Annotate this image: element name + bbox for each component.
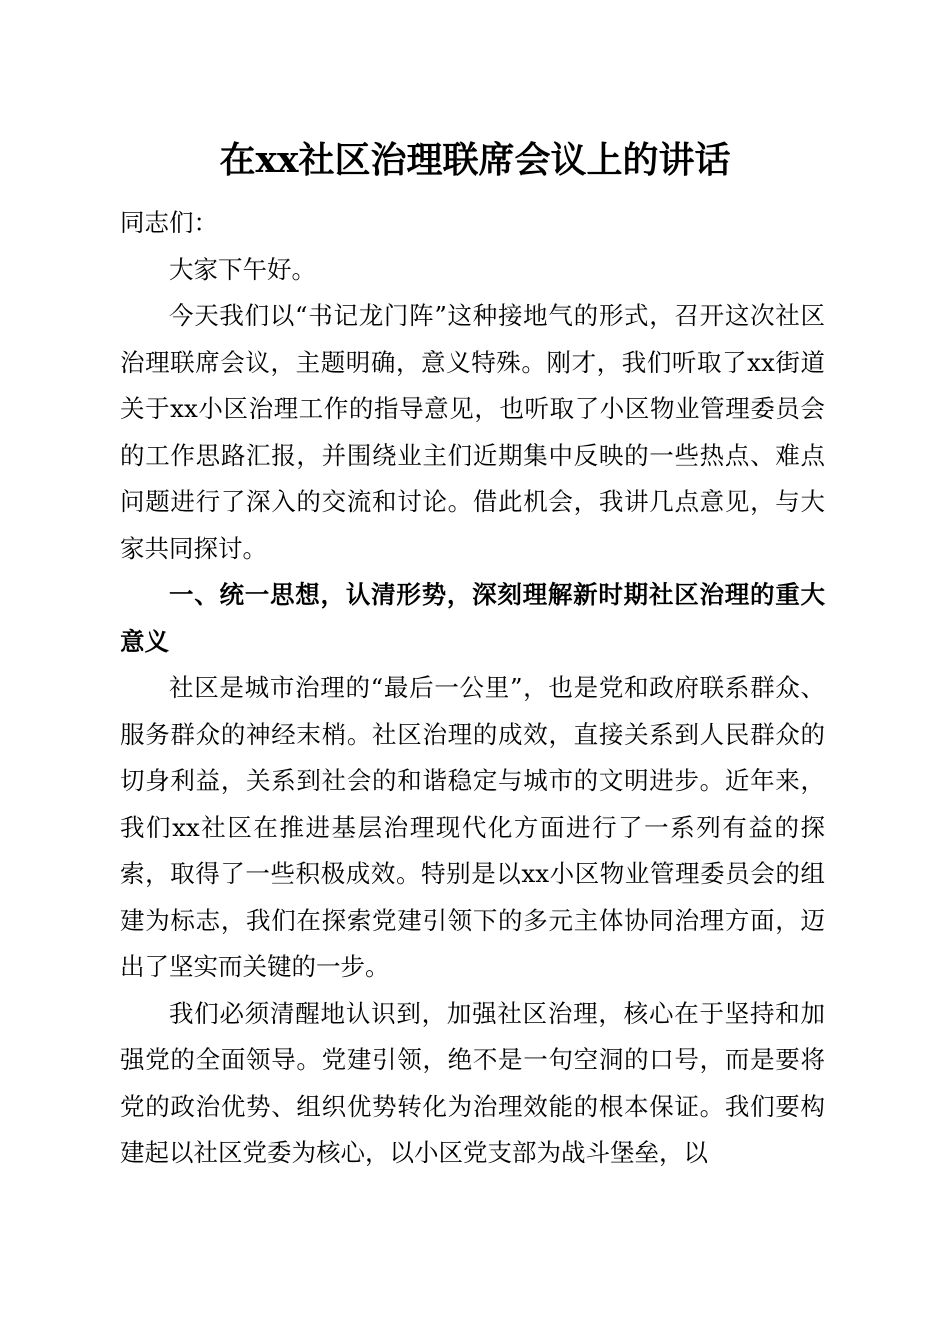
paragraph-greeting: 大家下午好。	[169, 254, 316, 284]
section-paragraph: 社区是城市治理的“最后一公里”，也是党和政府联系群众、服务群众的神经末梢。社区治理的成效，直接关系到人民群众的切身利益，关系到社会的和谐稳定与城市的文明进步。近年来，我们xx社区在推进基层治理现代化方面进行了一系列有益的探索，取得了一些积极成效。特别是以xx小区物业管理委员会的组建为标志，我们在探索党建引领下的多元主体协同治理方面，迈出了坚实而关键的一步。	[120, 673, 825, 981]
document-body	[120, 200, 825, 1177]
paragraph-intro: 今天我们以“书记龙门阵”这种接地气的形式，召开这次社区治理联席会议，主题明确，意义特殊。刚才，我们听取了xx街道关于xx小区治理工作的指导意见，也听取了小区物业管理委员会的工作思路汇报，并围绕业主们近期集中反映的一些热点、难点问题进行了深入的交流和讨论。借此机会，我讲几点意见，与大家共同探讨。	[120, 301, 825, 563]
document-title: 在xx社区治理联席会议上的讲话	[219, 139, 731, 181]
section-paragraph: 我们必须清醒地认识到，加强社区治理，核心在于坚持和加强党的全面领导。党建引领，绝不是一句空洞的口号，而是要将党的政治优势、组织优势转化为治理效能的根本保证。我们要构建起以社区党委为核心，以小区党支部为战斗堡垒，以	[120, 998, 825, 1167]
salutation: 同志们：	[120, 208, 218, 237]
section-heading: 一、统一思想，认清形势，深刻理解新时期社区治理的重大意义	[120, 580, 825, 656]
